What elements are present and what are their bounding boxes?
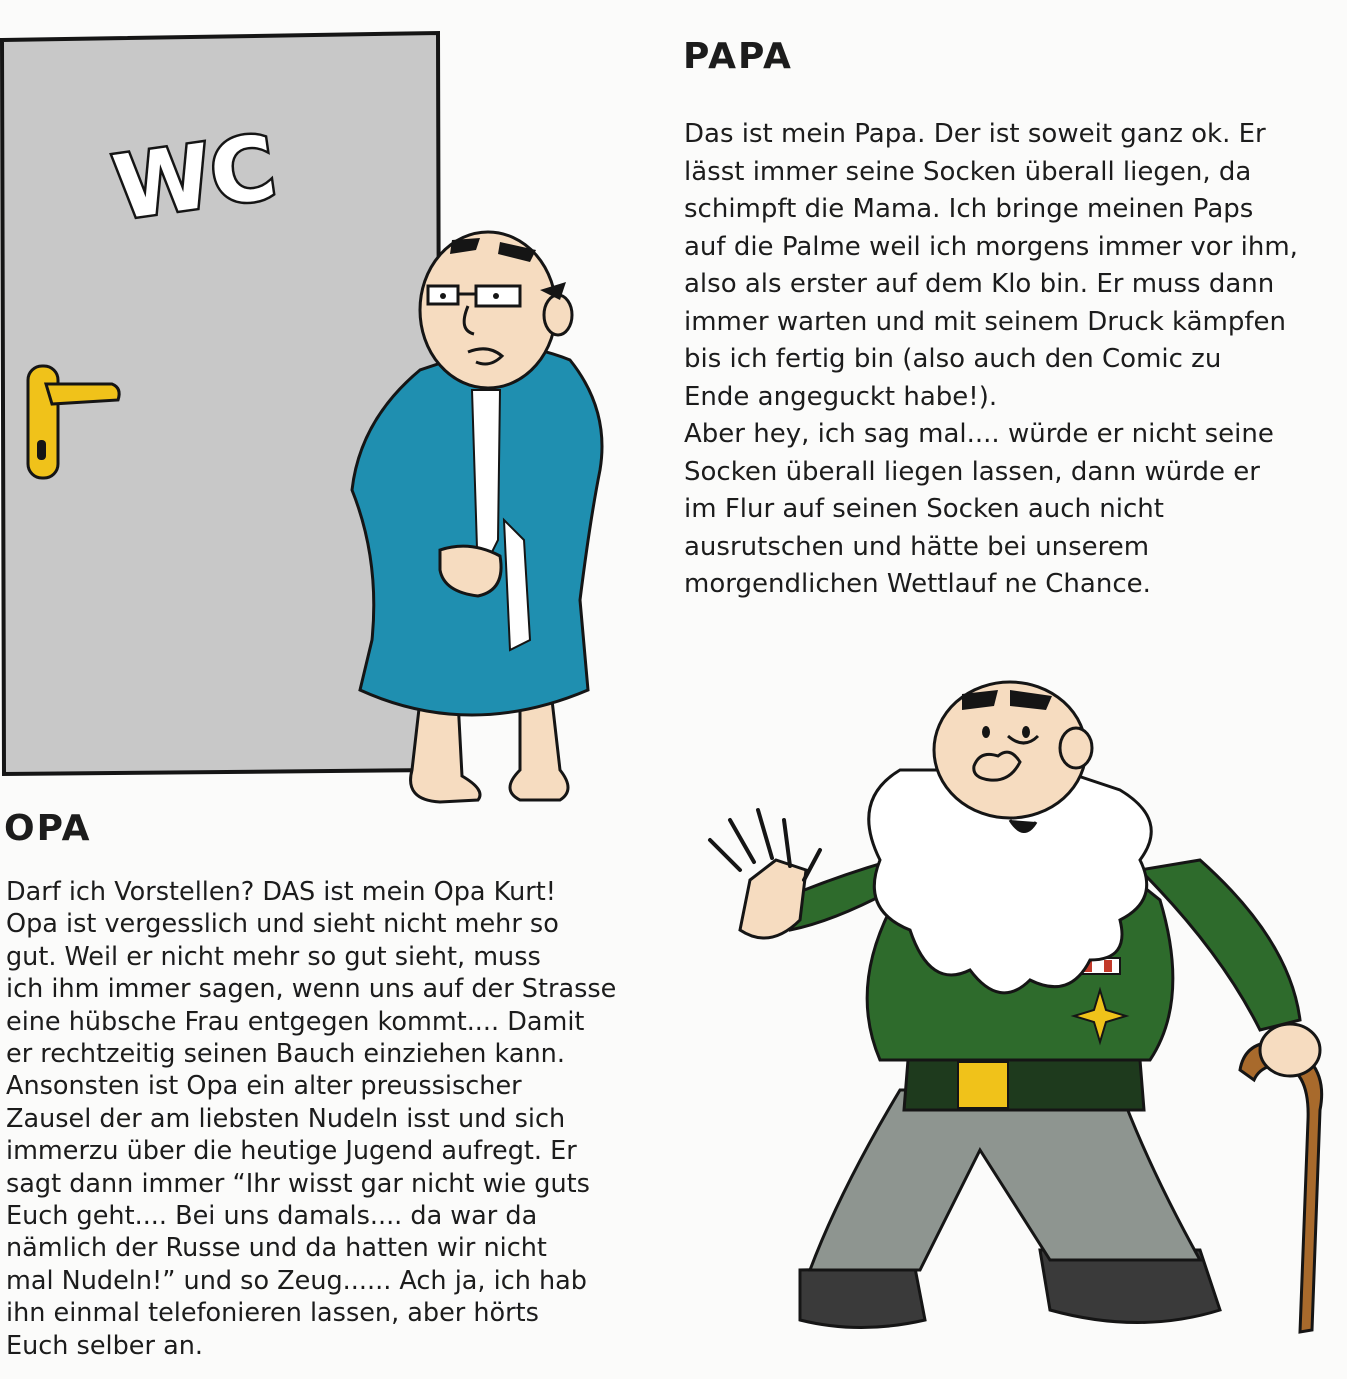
opa-heading: OPA (4, 808, 92, 849)
papa-text-line: Ende angeguckt habe!). (684, 381, 998, 412)
opa-text-line: immerzu über die heutige Jugend aufregt. Er (6, 1136, 577, 1167)
papa-text-line: ausrutschen und hätte bei unserem (684, 531, 1150, 562)
papa-text-line: Aber hey, ich sag mal.... würde er nicht seine (684, 419, 1274, 449)
papa-text-line: Das ist mein Papa. Der ist soweit ganz ok. Er (684, 119, 1266, 149)
opa-text-line: sagt dann immer “Ihr wisst gar nicht wie guts (6, 1168, 590, 1199)
opa-text-line: eine hübsche Frau entgegen kommt.... Damit (6, 1006, 585, 1037)
opa-text-line: gut. Weil er nicht mehr so gut sieht, muss (6, 941, 541, 972)
opa-text-line: Zausel der am liebsten Nudeln isst und sich (6, 1103, 566, 1134)
papa-text-line: Socken überall liegen lassen, dann würde er (684, 456, 1260, 487)
opa-paragraph (6, 876, 616, 1362)
papa-text-line: schimpft die Mama. Ich bringe meinen Paps (684, 194, 1254, 224)
opa-text-line: er rechtzeitig seinen Bauch einziehen kann. (6, 1039, 565, 1070)
papa-text-line: auf die Palme weil ich morgens immer vor ihm, (684, 231, 1298, 262)
opa-text-line: mal Nudeln!” und so Zeug...... Ach ja, ich hab (6, 1265, 587, 1296)
papa-text-line: lässt immer seine Socken überall liegen, da (684, 156, 1252, 187)
papa-text-line: im Flur auf seinen Socken auch nicht (684, 494, 1164, 524)
opa-text-line: Euch geht.... Bei uns damals.... da war da (6, 1201, 538, 1232)
papa-illustration (0, 0, 640, 820)
opa-text-line: Opa ist vergesslich und sieht nicht mehr so (6, 909, 559, 940)
svg-text:WC: WC (107, 115, 282, 240)
opa-character (710, 682, 1322, 1332)
papa-paragraph (684, 116, 1298, 604)
papa-text-line: immer warten und mit seinem Druck kämpfen (684, 306, 1287, 337)
papa-heading: PAPA (683, 36, 793, 77)
opa-text-line: ihn einmal telefonieren lassen, aber hörts (6, 1298, 539, 1329)
papa-text-line: morgendlichen Wettlauf ne Chance. (684, 569, 1151, 599)
opa-text-line: Ansonsten ist Opa ein alter preussischer (6, 1071, 522, 1102)
opa-text-line: nämlich der Russe und da hatten wir nicht (6, 1233, 547, 1264)
opa-text-line: Darf ich Vorstellen? DAS ist mein Opa Kurt! (6, 877, 556, 907)
papa-text-line: bis ich fertig bin (also auch den Comic zu (684, 344, 1222, 374)
opa-text-line: Euch selber an. (6, 1330, 203, 1361)
papa-text-line: also als erster auf dem Klo bin. Er muss dann (684, 269, 1275, 299)
opa-illustration (680, 670, 1340, 1370)
opa-text-line: ich ihm immer sagen, wenn uns auf der Strasse (6, 974, 617, 1005)
